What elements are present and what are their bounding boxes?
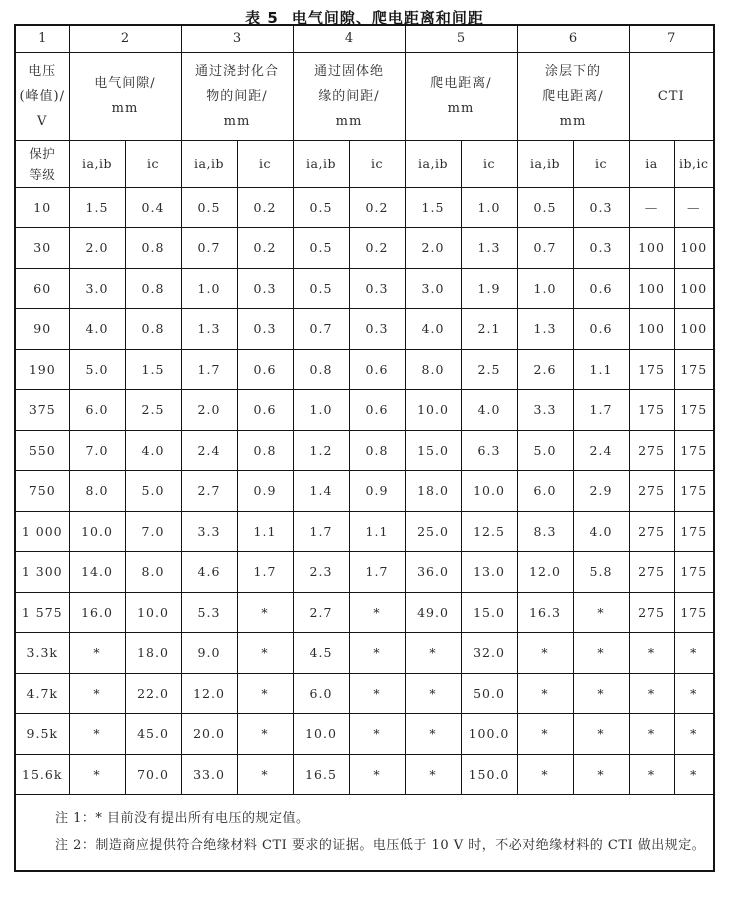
value-cell: * <box>517 633 573 674</box>
value-cell: 8.3 <box>517 511 573 552</box>
value-cell: 0.6 <box>349 390 405 431</box>
table-row <box>15 228 714 269</box>
value-cell: 2.5 <box>461 349 517 390</box>
value-cell: * <box>237 754 293 795</box>
value-cell: 2.5 <box>125 390 181 431</box>
value-cell: 275 <box>629 511 674 552</box>
value-cell: 0.7 <box>517 228 573 269</box>
voltage-cell: 1 575 <box>15 592 69 633</box>
value-cell: 1.0 <box>181 268 237 309</box>
value-cell: 2.7 <box>181 471 237 512</box>
table-row <box>15 511 714 552</box>
value-cell: * <box>629 754 674 795</box>
value-cell: 10.0 <box>405 390 461 431</box>
value-cell: 175 <box>674 390 714 431</box>
header-line: 爬电距离/ <box>430 76 492 91</box>
value-cell: 6.0 <box>293 673 349 714</box>
protection-level-cell: ic <box>461 140 517 187</box>
value-cell: 175 <box>674 552 714 593</box>
value-cell: 4.5 <box>293 633 349 674</box>
value-cell: 0.5 <box>293 187 349 228</box>
table-caption-label: 表 5 <box>245 9 279 27</box>
voltage-cell: 60 <box>15 268 69 309</box>
header-line: 电气间隙/ <box>94 76 156 91</box>
header-row <box>15 52 714 140</box>
protection-level-cell: ic <box>125 140 181 187</box>
table-row <box>15 430 714 471</box>
value-cell: 2.0 <box>69 228 125 269</box>
value-cell: 1.3 <box>461 228 517 269</box>
table-row <box>15 349 714 390</box>
value-cell: 1.3 <box>517 309 573 350</box>
value-cell: 0.8 <box>125 309 181 350</box>
table-row <box>15 187 714 228</box>
value-cell: 1.1 <box>573 349 629 390</box>
value-cell: 275 <box>629 552 674 593</box>
value-cell: 16.5 <box>293 754 349 795</box>
protection-level-cell: ia,ib <box>181 140 237 187</box>
column-number: 5 <box>405 25 517 52</box>
column-number: 7 <box>629 25 714 52</box>
protection-level-cell: ia,ib <box>405 140 461 187</box>
protection-level-cell: ia <box>629 140 674 187</box>
value-cell: * <box>573 754 629 795</box>
value-cell: 4.0 <box>69 309 125 350</box>
value-cell: 0.4 <box>125 187 181 228</box>
value-cell: 4.0 <box>461 390 517 431</box>
value-cell: 5.0 <box>517 430 573 471</box>
voltage-cell: 375 <box>15 390 69 431</box>
value-cell: 4.6 <box>181 552 237 593</box>
value-cell: 7.0 <box>125 511 181 552</box>
value-cell: 4.0 <box>573 511 629 552</box>
value-cell: 8.0 <box>405 349 461 390</box>
table-row <box>15 552 714 593</box>
value-cell: 100.0 <box>461 714 517 755</box>
value-cell: 0.8 <box>349 430 405 471</box>
header-protection-class <box>15 140 69 187</box>
value-cell: 16.0 <box>69 592 125 633</box>
value-cell: 0.8 <box>237 430 293 471</box>
value-cell: 2.6 <box>517 349 573 390</box>
value-cell: 100 <box>629 309 674 350</box>
value-cell: 7.0 <box>69 430 125 471</box>
header-creepage <box>405 52 517 140</box>
header-line: 保护 <box>29 145 56 161</box>
table-row <box>15 268 714 309</box>
value-cell: * <box>629 673 674 714</box>
column-number: 1 <box>15 25 69 52</box>
value-cell: * <box>237 592 293 633</box>
value-cell: * <box>405 633 461 674</box>
value-cell: 5.3 <box>181 592 237 633</box>
header-line: mm <box>223 113 251 129</box>
value-cell: 0.2 <box>349 228 405 269</box>
value-cell: * <box>69 673 125 714</box>
value-cell: 1.0 <box>461 187 517 228</box>
value-cell: * <box>237 673 293 714</box>
value-cell: 0.6 <box>237 349 293 390</box>
value-cell: 20.0 <box>181 714 237 755</box>
value-cell: 2.0 <box>181 390 237 431</box>
header-line: (峰值)/ <box>19 88 66 104</box>
column-number-row <box>15 25 714 52</box>
voltage-cell: 3.3k <box>15 633 69 674</box>
value-cell: 33.0 <box>181 754 237 795</box>
value-cell: 175 <box>674 430 714 471</box>
value-cell: 3.3 <box>181 511 237 552</box>
protection-level-cell: ic <box>573 140 629 187</box>
notes-row <box>15 795 714 871</box>
header-line: mm <box>111 101 139 116</box>
header-line: 通过浇封化合 <box>194 63 279 79</box>
note-1: 注 1：* 目前没有提出所有电压的规定值。 <box>55 811 310 827</box>
header-line: 涂层下的 <box>544 63 601 79</box>
table-row <box>15 471 714 512</box>
value-cell: 1.1 <box>237 511 293 552</box>
note-2: 注 2：制造商应提供符合绝缘材料 CTI 要求的证据。电压低于 10 V 时，不必对绝缘材料的 CTI 做出规定。 <box>55 838 706 854</box>
value-cell: 2.4 <box>573 430 629 471</box>
voltage-cell: 10 <box>15 187 69 228</box>
value-cell: 6.0 <box>517 471 573 512</box>
value-cell: 175 <box>674 592 714 633</box>
value-cell: 1.0 <box>293 390 349 431</box>
value-cell: 8.0 <box>69 471 125 512</box>
value-cell: 0.8 <box>125 268 181 309</box>
value-cell: 0.2 <box>237 228 293 269</box>
value-cell: 2.1 <box>461 309 517 350</box>
value-cell: 0.3 <box>237 268 293 309</box>
value-cell: 3.0 <box>405 268 461 309</box>
value-cell: 0.5 <box>517 187 573 228</box>
value-cell: 100 <box>674 228 714 269</box>
value-cell: 1.7 <box>293 511 349 552</box>
value-cell: * <box>573 714 629 755</box>
table-body <box>15 187 714 795</box>
value-cell: 2.4 <box>181 430 237 471</box>
voltage-cell: 90 <box>15 309 69 350</box>
value-cell: 275 <box>629 592 674 633</box>
value-cell: * <box>349 673 405 714</box>
value-cell: 0.3 <box>573 187 629 228</box>
value-cell: * <box>69 633 125 674</box>
value-cell: — <box>629 187 674 228</box>
value-cell: 18.0 <box>405 471 461 512</box>
value-cell: * <box>573 633 629 674</box>
column-number: 6 <box>517 25 629 52</box>
value-cell: * <box>674 754 714 795</box>
value-cell: 70.0 <box>125 754 181 795</box>
value-cell: 0.3 <box>573 228 629 269</box>
header-coated-creepage <box>517 52 629 140</box>
value-cell: * <box>674 714 714 755</box>
value-cell: 3.0 <box>69 268 125 309</box>
value-cell: * <box>573 592 629 633</box>
value-cell: 45.0 <box>125 714 181 755</box>
header-line: 电压 <box>28 63 57 79</box>
table-row <box>15 633 714 674</box>
table-footer <box>15 795 714 871</box>
value-cell: 4.0 <box>125 430 181 471</box>
value-cell: 1.5 <box>125 349 181 390</box>
header-casting-compound <box>181 52 293 140</box>
value-cell: 5.0 <box>69 349 125 390</box>
value-cell: 12.5 <box>461 511 517 552</box>
voltage-cell: 190 <box>15 349 69 390</box>
value-cell: 14.0 <box>69 552 125 593</box>
protection-level-cell: ic <box>349 140 405 187</box>
value-cell: * <box>674 673 714 714</box>
value-cell: 6.3 <box>461 430 517 471</box>
value-cell: 1.5 <box>405 187 461 228</box>
value-cell: 12.0 <box>181 673 237 714</box>
value-cell: 10.0 <box>69 511 125 552</box>
table-row <box>15 309 714 350</box>
value-cell: 13.0 <box>461 552 517 593</box>
value-cell: 0.6 <box>573 309 629 350</box>
header-line: 缘的间距/ <box>318 88 380 104</box>
voltage-cell: 750 <box>15 471 69 512</box>
value-cell: 2.0 <box>405 228 461 269</box>
header-line: 物的间距/ <box>206 88 268 104</box>
value-cell: 1.3 <box>181 309 237 350</box>
value-cell: 175 <box>629 390 674 431</box>
value-cell: 0.5 <box>293 228 349 269</box>
value-cell: 0.5 <box>293 268 349 309</box>
table-caption <box>0 0 729 27</box>
value-cell: * <box>69 754 125 795</box>
value-cell: 15.0 <box>405 430 461 471</box>
value-cell: 1.7 <box>237 552 293 593</box>
value-cell: * <box>237 633 293 674</box>
value-cell: * <box>674 633 714 674</box>
clearance-creepage-table <box>14 24 715 872</box>
value-cell: 2.9 <box>573 471 629 512</box>
value-cell: 175 <box>674 349 714 390</box>
protection-level-cell: ib,ic <box>674 140 714 187</box>
value-cell: 100 <box>629 268 674 309</box>
value-cell: 32.0 <box>461 633 517 674</box>
value-cell: 275 <box>629 471 674 512</box>
subheader-row <box>15 140 714 187</box>
value-cell: 0.2 <box>237 187 293 228</box>
protection-level-cell: ia,ib <box>293 140 349 187</box>
voltage-cell: 1 300 <box>15 552 69 593</box>
value-cell: 175 <box>674 511 714 552</box>
value-cell: 1.7 <box>573 390 629 431</box>
value-cell: 175 <box>674 471 714 512</box>
value-cell: * <box>349 592 405 633</box>
table-row <box>15 673 714 714</box>
value-cell: 275 <box>629 430 674 471</box>
value-cell: * <box>517 673 573 714</box>
header-line: 等级 <box>29 166 56 182</box>
value-cell: 100 <box>629 228 674 269</box>
header-voltage <box>15 52 69 140</box>
value-cell: * <box>405 714 461 755</box>
value-cell: 0.7 <box>181 228 237 269</box>
value-cell: 0.9 <box>237 471 293 512</box>
value-cell: 5.0 <box>125 471 181 512</box>
value-cell: * <box>349 714 405 755</box>
value-cell: 0.7 <box>293 309 349 350</box>
value-cell: 16.3 <box>517 592 573 633</box>
value-cell: 0.3 <box>349 268 405 309</box>
value-cell: 0.6 <box>573 268 629 309</box>
value-cell: * <box>629 633 674 674</box>
value-cell: 5.8 <box>573 552 629 593</box>
header-solid-insulation <box>293 52 405 140</box>
value-cell: * <box>629 714 674 755</box>
value-cell: * <box>349 633 405 674</box>
value-cell: 25.0 <box>405 511 461 552</box>
value-cell: 0.3 <box>237 309 293 350</box>
header-cti <box>629 52 714 140</box>
value-cell: 9.0 <box>181 633 237 674</box>
value-cell: 10.0 <box>125 592 181 633</box>
header-line: 通过固体绝 <box>313 63 384 79</box>
table-caption-text: 电气间隙、爬电距离和间距 <box>291 9 484 27</box>
header-clearance <box>69 52 181 140</box>
value-cell: * <box>237 714 293 755</box>
header-line: CTI <box>657 88 685 104</box>
value-cell: * <box>517 714 573 755</box>
voltage-cell: 4.7k <box>15 673 69 714</box>
value-cell: 1.1 <box>349 511 405 552</box>
value-cell: * <box>349 754 405 795</box>
value-cell: 0.5 <box>181 187 237 228</box>
voltage-cell: 550 <box>15 430 69 471</box>
value-cell: * <box>573 673 629 714</box>
value-cell: 0.2 <box>349 187 405 228</box>
value-cell: 0.8 <box>293 349 349 390</box>
value-cell: * <box>405 673 461 714</box>
value-cell: 150.0 <box>461 754 517 795</box>
value-cell: 175 <box>629 349 674 390</box>
header-line: V <box>37 113 48 129</box>
value-cell: 1.9 <box>461 268 517 309</box>
table-row <box>15 754 714 795</box>
value-cell: 49.0 <box>405 592 461 633</box>
header-line: mm <box>559 113 587 129</box>
value-cell: 2.7 <box>293 592 349 633</box>
value-cell: 1.0 <box>517 268 573 309</box>
value-cell: 100 <box>674 309 714 350</box>
value-cell: * <box>517 754 573 795</box>
table-row <box>15 592 714 633</box>
value-cell: 1.7 <box>349 552 405 593</box>
value-cell: 1.7 <box>181 349 237 390</box>
value-cell: 18.0 <box>125 633 181 674</box>
value-cell: 22.0 <box>125 673 181 714</box>
header-line: mm <box>447 101 475 116</box>
value-cell: 10.0 <box>293 714 349 755</box>
value-cell: 0.6 <box>237 390 293 431</box>
value-cell: 15.0 <box>461 592 517 633</box>
value-cell: 0.6 <box>349 349 405 390</box>
column-number: 4 <box>293 25 405 52</box>
voltage-cell: 30 <box>15 228 69 269</box>
value-cell: * <box>69 714 125 755</box>
value-cell: 100 <box>674 268 714 309</box>
header-line: mm <box>335 113 363 129</box>
voltage-cell: 9.5k <box>15 714 69 755</box>
voltage-cell: 1 000 <box>15 511 69 552</box>
value-cell: 0.9 <box>349 471 405 512</box>
value-cell: 12.0 <box>517 552 573 593</box>
table-row <box>15 714 714 755</box>
value-cell: 3.3 <box>517 390 573 431</box>
value-cell: 1.2 <box>293 430 349 471</box>
value-cell: * <box>405 754 461 795</box>
value-cell: 4.0 <box>405 309 461 350</box>
protection-level-cell: ia,ib <box>517 140 573 187</box>
value-cell: 50.0 <box>461 673 517 714</box>
header-line: 爬电距离/ <box>542 88 604 104</box>
value-cell: 0.8 <box>125 228 181 269</box>
value-cell: 0.3 <box>349 309 405 350</box>
protection-level-cell: ic <box>237 140 293 187</box>
protection-level-cell: ia,ib <box>69 140 125 187</box>
column-number: 2 <box>69 25 181 52</box>
value-cell: 10.0 <box>461 471 517 512</box>
table-row <box>15 390 714 431</box>
value-cell: 2.3 <box>293 552 349 593</box>
value-cell: 1.5 <box>69 187 125 228</box>
column-number: 3 <box>181 25 293 52</box>
value-cell: 6.0 <box>69 390 125 431</box>
value-cell: — <box>674 187 714 228</box>
notes-cell <box>15 795 714 871</box>
value-cell: 1.4 <box>293 471 349 512</box>
value-cell: 36.0 <box>405 552 461 593</box>
value-cell: 8.0 <box>125 552 181 593</box>
voltage-cell: 15.6k <box>15 754 69 795</box>
